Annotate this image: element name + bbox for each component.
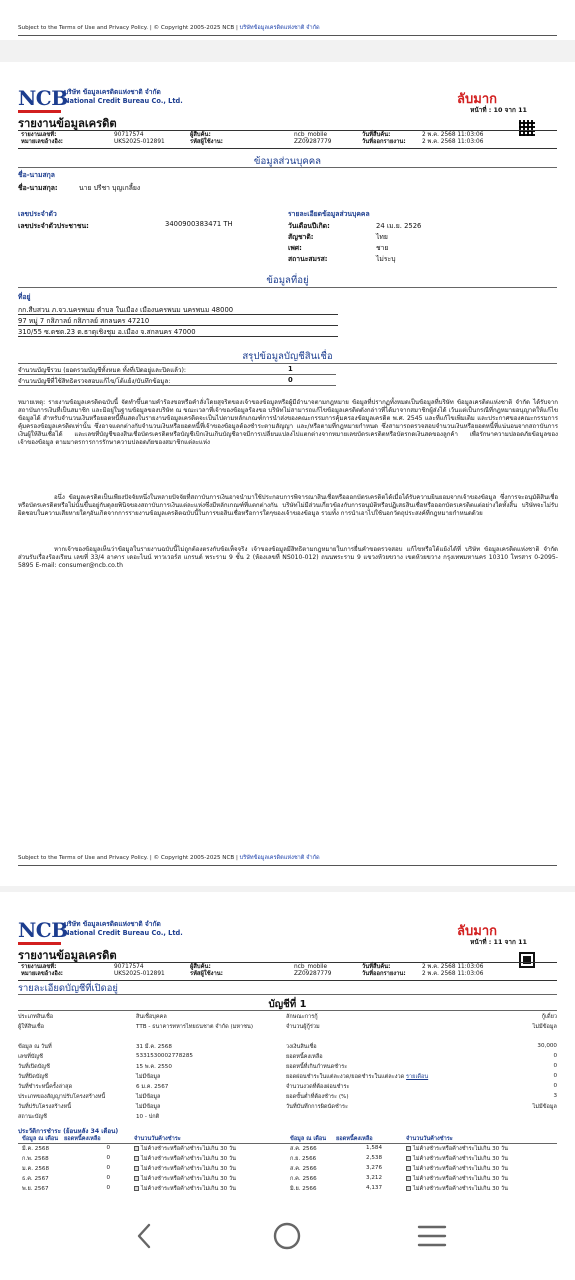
- summary-rule: [18, 363, 557, 364]
- company-name: [64, 88, 183, 106]
- account-field-value: ไม่มีข้อมูล: [532, 1024, 557, 1030]
- account-field-label: วงเงินสินเชื่อ: [286, 1044, 317, 1050]
- nation-key: สัญชาติ:: [288, 233, 314, 241]
- history-header: ยอดหนี้คงเหลือ: [336, 1136, 373, 1142]
- status-checkbox-icon: [406, 1156, 411, 1161]
- history-balance: 0: [106, 1155, 110, 1161]
- account-field-label: จำนวนผู้กู้ร่วม: [286, 1024, 320, 1030]
- company-name-en: National Credit Bureau Co., Ltd.: [64, 929, 183, 937]
- account-field-value: 3: [553, 1093, 557, 1099]
- company-name-th: บริษัท ข้อมูลเครดิตแห่งชาติ จำกัด: [64, 920, 161, 928]
- status-checkbox-icon: [134, 1166, 139, 1171]
- status-checkbox-icon: [406, 1176, 411, 1181]
- confidential-label: ลับมาก: [457, 924, 497, 939]
- account-field-label: วันที่ชำระหนี้ครั้งล่าสุด: [18, 1084, 73, 1090]
- account-field-label: ยอดหนี้ที่เกินกำหนดชำระ: [286, 1064, 348, 1070]
- account-field-label: วันที่ปิดบัญชี: [18, 1074, 48, 1080]
- account-title: บัญชีที่ 1: [268, 999, 307, 1010]
- name-value: นาย ปรีชา บุญเกลี้ยง: [79, 184, 141, 192]
- account-field-label: ลักษณะการกู้: [286, 1014, 318, 1020]
- dob-value: 24 เม.ย. 2526: [376, 222, 422, 230]
- account-field-label: ยอดขั้นต่ำที่ต้องชำระ (%): [286, 1094, 349, 1100]
- history-header: ยอดหนี้คงเหลือ: [64, 1136, 101, 1142]
- terms-text: Subject to the Terms of Use and Privacy Policy. | © Copyright 2005-2025 NCB |: [18, 855, 240, 861]
- summary-section-title: สรุปข้อมูลบัญชีสินเชื่อ: [242, 351, 333, 362]
- history-balance: 4,137: [365, 1185, 382, 1191]
- terms-footer: [18, 854, 320, 862]
- monthly-link[interactable]: รายเดือน: [406, 1074, 429, 1080]
- sex-key: เพศ:: [288, 244, 302, 252]
- report-meta: รายงานเลขที่: 90717574 หมายเลขอ้างอิง: UKS2025-012891 ผู้สืบค้น: ncb_mobile รหัสผู้ใช้งาน: ZZ09287779 วันที่สืบค้น: 2 พ.ค. 2568 11:03:06 วันที่ออกรายงาน: 2 พ.ค. 2568 11:03:06: [21, 964, 484, 977]
- history-month: ส.ค. 2566: [290, 1166, 317, 1172]
- address-label: ที่อยู่: [18, 293, 31, 301]
- status-checkbox-icon: [134, 1176, 139, 1181]
- confidential-label: ลับมาก: [457, 92, 497, 107]
- section-rule: [18, 994, 557, 995]
- history-rule: [18, 1143, 557, 1144]
- account-field-value: 10 - ปกติ: [136, 1114, 160, 1120]
- id-key: เลขประจำตัวประชาชน:: [18, 222, 89, 230]
- status-checkbox-icon: [406, 1186, 411, 1191]
- history-header: ข้อมูล ณ เดือน: [290, 1136, 327, 1142]
- history-status: ไม่ค้างชำระหรือค้างชำระไม่เกิน 30 วัน: [406, 1175, 508, 1183]
- dob-key: วันเดือนปีเกิด:: [288, 222, 330, 230]
- chevron-left-icon: [134, 1222, 154, 1250]
- account-field-value: ไม่มีข้อมูล: [136, 1104, 161, 1110]
- home-button[interactable]: [257, 1216, 317, 1256]
- meta-top-rule: [18, 962, 557, 963]
- account-field-label: ประเภทสินเชื่อ: [18, 1014, 54, 1020]
- report-page-10: [0, 62, 575, 872]
- summary-row-rule: [18, 374, 336, 375]
- history-month: ม.ค. 2568: [22, 1166, 49, 1172]
- summary-label: จำนวนบัญชีที่ใช้สิทธิตรวจสอบแก้ไข/โต้แย้ง/บันทึกข้อมูล:: [18, 378, 171, 385]
- system-nav-bar: [0, 1194, 575, 1280]
- history-month: พ.ย. 2567: [22, 1186, 49, 1192]
- account-field-value: ไม่มีข้อมูล: [532, 1104, 557, 1110]
- ncb-link[interactable]: บริษัทข้อมูลเครดิตแห่งชาติ จำกัด: [239, 25, 320, 31]
- terms-footer: [18, 24, 320, 32]
- history-month: มี.ค. 2568: [22, 1146, 49, 1152]
- history-balance: 0: [106, 1175, 110, 1181]
- page-number: หน้าที่ : 10 จาก 11: [470, 106, 527, 114]
- history-month: ก.ย. 2566: [290, 1156, 317, 1162]
- footer-divider: [18, 865, 557, 866]
- history-status: ไม่ค้างชำระหรือค้างชำระไม่เกิน 30 วัน: [134, 1165, 236, 1173]
- footer-strip-page10: [0, 846, 575, 886]
- history-status: ไม่ค้างชำระหรือค้างชำระไม่เกิน 30 วัน: [406, 1185, 508, 1193]
- address-row: 310/55 ซ.ดชต.23 ต.ธาตุเชิงชุม อ.เมือง จ.สกลนคร 47000: [18, 327, 338, 337]
- history-status: ไม่ค้างชำระหรือค้างชำระไม่เกิน 30 วัน: [134, 1145, 236, 1153]
- note-paragraph-3: หากเจ้าของข้อมูลเห็นว่าข้อมูลในรายงานฉบับนี้ไม่ถูกต้องตรงกับข้อเท็จจริง เจ้าของข้อมูลมีสิทธิตามกฎหมายในการยื่นคำขอตรวจสอบ แก้ไขหรือโต้แย้งได้ที่ บริษัท ข้อมูลเครดิตแห่งชาติ จำกัด ส่วนรับเรื่องร้องเรียน เลขที่ 33/4 อาคาร เดอะไนน์ ทาวเวอร์ส แกรนด์ พระราม 9 ชั้น 2 (ห้องเลขที่ NS010-012) ถนนพระราม 9 แขวงห้วยขวาง เขตห้วยขวาง กรุงเทพมหานคร 10310 โทรสาร 0-2095-5895 E-mail: consumer@ncb.co.th: [18, 546, 558, 569]
- back-button[interactable]: [114, 1216, 174, 1256]
- name-label: ชื่อ-นามสกุล: [18, 171, 55, 179]
- history-header: ข้อมูล ณ เดือน: [22, 1136, 59, 1142]
- ncb-logo: NCB: [18, 86, 68, 110]
- details-label: รายละเอียดข้อมูลส่วนบุคคล: [288, 210, 370, 218]
- account-field-label: ประเภทของสัญญาปรับโครงสร้างหนี้: [18, 1094, 106, 1100]
- meta-bottom-rule: [18, 148, 557, 149]
- company-name-en: National Credit Bureau Co., Ltd.: [64, 97, 183, 105]
- history-balance: 1,584: [365, 1145, 382, 1151]
- history-month: ก.พ. 2568: [22, 1156, 49, 1162]
- marital-value: ไม่ระบุ: [376, 255, 396, 263]
- account-rule: [18, 1010, 557, 1011]
- recents-button[interactable]: [402, 1216, 462, 1256]
- history-header: จำนวนวันค้างชำระ: [134, 1136, 181, 1142]
- address-row: 97 หมู่ 7 กสิภาลย์ กสิภาลย์ สกลนคร 47210: [18, 316, 338, 326]
- account-field-value: 5331530002778285: [136, 1053, 193, 1059]
- account-field-label: จำนวนงวดที่ต้องผ่อนชำระ: [286, 1084, 350, 1090]
- history-status: ไม่ค้างชำระหรือค้างชำระไม่เกิน 30 วัน: [134, 1185, 236, 1193]
- account-field-value: TTB - ธนาคารทหารไทยธนชาต จำกัด (มหาชน): [136, 1024, 254, 1030]
- status-checkbox-icon: [134, 1146, 139, 1151]
- report-meta: รายงานเลขที่: 90717574 หมายเลขอ้างอิง: UKS2025-012891 ผู้สืบค้น: ncb_mobile รหัสผู้ใช้งาน: ZZ09287779 วันที่สืบค้น: 2 พ.ค. 2568 11:03:06 วันที่ออกรายงาน: 2 พ.ค. 2568 11:03:06: [21, 132, 484, 145]
- ncb-link[interactable]: บริษัทข้อมูลเครดิตแห่งชาติ จำกัด: [239, 855, 320, 861]
- status-checkbox-icon: [406, 1166, 411, 1171]
- status-checkbox-icon: [134, 1156, 139, 1161]
- open-accounts-title: รายละเอียดบัญชีที่เปิดอยู่: [18, 983, 118, 994]
- history-status: ไม่ค้างชำระหรือค้างชำระไม่เกิน 30 วัน: [406, 1165, 508, 1173]
- terms-text: Subject to the Terms of Use and Privacy Policy. | © Copyright 2005-2025 NCB |: [18, 25, 240, 31]
- account-field-label: ยอดผ่อนชำระในแต่ละงวด/ยอดชำระในแต่ละงวด รายเดือน: [286, 1074, 429, 1080]
- address-section-title: ข้อมูลที่อยู่: [266, 275, 309, 286]
- status-checkbox-icon: [406, 1146, 411, 1151]
- menu-lines-icon: [417, 1224, 447, 1248]
- history-balance: 0: [106, 1145, 110, 1151]
- history-balance: 0: [106, 1185, 110, 1191]
- history-month: ธ.ค. 2567: [22, 1176, 49, 1182]
- report-title: รายงานข้อมูลเครดิต: [18, 949, 117, 962]
- history-month: มิ.ย. 2566: [290, 1186, 317, 1192]
- footer-divider: [18, 35, 557, 36]
- account-field-value: 0: [553, 1063, 557, 1069]
- section-rule: [18, 167, 557, 168]
- id-label: เลขประจำตัว: [18, 210, 57, 218]
- meta-top-rule: [18, 130, 557, 131]
- account-field-label: ผู้ให้สินเชื่อ: [18, 1024, 45, 1030]
- history-month: ส.ค. 2566: [290, 1146, 317, 1152]
- address-row: กก.สืบสวน ภ.จว.นครพนม ตำบล ในเมือง เมืองนครพนม นครพนม 48000: [18, 305, 338, 315]
- footer-strip-top: [0, 0, 575, 40]
- account-field-label: ยอดหนี้คงเหลือ: [286, 1054, 323, 1060]
- account-field-value: 15 พ.ค. 2550: [136, 1064, 172, 1070]
- status-checkbox-icon: [134, 1186, 139, 1191]
- account-field-value: 31 มี.ค. 2568: [136, 1044, 172, 1050]
- account-field-label: วันที่บันทึกการผิดนัดชำระ: [286, 1104, 348, 1110]
- summary-value: 1: [288, 365, 293, 373]
- account-field-value: ไม่มีข้อมูล: [136, 1094, 161, 1100]
- account-field-label: วันที่เปิดบัญชี: [18, 1064, 50, 1070]
- address-rule: [18, 287, 557, 288]
- personal-section-title: ข้อมูลส่วนบุคคล: [253, 156, 322, 167]
- id-value: 3400900383471 TH: [165, 220, 233, 228]
- history-status: ไม่ค้างชำระหรือค้างชำระไม่เกิน 30 วัน: [406, 1145, 508, 1153]
- ncb-logo: NCB: [18, 918, 68, 942]
- account-field-value: 0: [553, 1083, 557, 1089]
- history-status: ไม่ค้างชำระหรือค้างชำระไม่เกิน 30 วัน: [134, 1155, 236, 1163]
- report-page-11: [0, 892, 575, 1194]
- history-balance: 3,276: [365, 1165, 382, 1171]
- account-field-label: เลขที่บัญชี: [18, 1054, 43, 1060]
- company-name-th: บริษัท ข้อมูลเครดิตแห่งชาติ จำกัด: [64, 88, 161, 96]
- history-status: ไม่ค้างชำระหรือค้างชำระไม่เกิน 30 วัน: [134, 1175, 236, 1183]
- account-field-value: กู้เดี่ยว: [541, 1014, 557, 1020]
- summary-label: จำนวนบัญชีรวม (ยอดรวมบัญชีทั้งหมด ทั้งที่เปิดอยู่และปิดแล้ว):: [18, 367, 186, 374]
- marital-key: สถานะสมรส:: [288, 255, 328, 263]
- account-field-value: 0: [553, 1073, 557, 1079]
- report-title: รายงานข้อมูลเครดิต: [18, 117, 117, 130]
- circle-home-icon: [272, 1221, 302, 1251]
- account-field-value: 30,000: [537, 1043, 557, 1049]
- account-field-label: วันที่ปรับโครงสร้างหนี้: [18, 1104, 72, 1110]
- page-number: หน้าที่ : 11 จาก 11: [470, 938, 527, 946]
- account-field-label: ข้อมูล ณ วันที่: [18, 1044, 52, 1050]
- history-header: จำนวนวันค้างชำระ: [406, 1136, 453, 1142]
- sex-value: ชาย: [376, 244, 389, 252]
- history-month: ก.ค. 2566: [290, 1176, 317, 1182]
- account-field-value: สินเชื่อบุคคล: [136, 1014, 167, 1020]
- account-field-value: ไม่มีข้อมูล: [136, 1074, 161, 1080]
- history-balance: 3,212: [365, 1175, 382, 1181]
- summary-value: 0: [288, 376, 293, 384]
- nation-value: ไทย: [376, 233, 388, 241]
- account-field-value: 6 ม.ค. 2567: [136, 1084, 169, 1090]
- account-field-value: 0: [553, 1053, 557, 1059]
- history-balance: 0: [106, 1165, 110, 1171]
- note-paragraph-1: หมายเหตุ: รายงานข้อมูลเครดิตฉบับนี้ จัดทำขึ้นตามคำร้องขอหรือคำสั่งโดยสุจริตของเจ้าของข้อมูลหรือผู้มีอำนาจตามกฎหมาย ข้อมูลที่ปรากฏทั้งหมดเป็นข้อมูลที่บริษัท ข้อมูลเครดิตแห่งชาติ จำกัด ได้รับจากสถาบันการเงินที่เป็นสมาชิก และมิอยู่ในฐานข้อมูลของบริษัท ณ ขณะเวลาที่เจ้าของข้อมูลร้องขอ บริษัทไม่สามารถแก้ไขข้อมูลเครดิตดังกล่าวที่ได้มาจากสมาชิกผู้ส่งได้ เว้นแต่เป็นกรณีที่กฎหมายอนุญาตให้แก้ไขข้อมูลได้ สำหรับจำนวนเงินหรือยอดหนี้ที่แสดงในรายงานข้อมูลเครดิตจะเป็นไปตามหลักเกณฑ์การนำส่งของคณะกรรมการคุ้มครองข้อมูลเครดิต พ.ศ. 2545 และที่แก้ไขเพิ่มเติม และประกาศของคณะกรรมการคุ้มครองข้อมูลเครดิตเท่านั้น ซึ่งอาจแตกต่างกับจำนวนเงินหรือยอดหนี้ที่เจ้าของข้อมูลต้องชำระตามสัญญา และ/หรือตามที่กฎหมายกำหนด ซึ่งสามารถตรวจสอบจำนวนเงินหรือยอดหนี้ที่แน่นอนจากสถาบันการเงินผู้ให้สินเชื่อได้ และเลขที่บัญชีของสินเชื่อบัตรเครดิตหรือบัญชีเบิกเงินเกินบัญชีอาจมีการเปลี่ยนแปลงไปแตกต่างจากหมายเลขบัตรเครดิตหรือบัตรกดเงินสดของลูกค้า เพื่อรักษาความปลอดภัยข้อมูลของเจ้าของข้อมูล ตามมาตรการการรักษาความปลอดภัยของสมาชิกแต่ละแห่ง: [18, 399, 558, 446]
- name-key: ชื่อ-นามสกุล:: [18, 184, 58, 192]
- history-status: ไม่ค้างชำระหรือค้างชำระไม่เกิน 30 วัน: [406, 1155, 508, 1163]
- note-paragraph-2: อนึ่ง ข้อมูลเครดิตเป็นเพียงปัจจัยหนึ่งในหลายปัจจัยที่สถาบันการเงินอาจนำมาใช้ประกอบการพิจารณาสินเชื่อหรือออกบัตรเครดิตได้เมื่อได้รับความยินยอมจากเจ้าของข้อมูล ซึ่งการจะอนุมัติสินเชื่อหรือบัตรเครดิตหรือไม่นั้นขึ้นอยู่กับดุลยพินิจของสถาบันการเงินแต่ละแห่งซึ่งมีหลักเกณฑ์ที่แตกต่างกัน บริษัทไม่มีส่วนเกี่ยวข้องกับการอนุมัติหรือปฏิเสธสินเชื่อหรือออกบัตรเครดิตแต่อย่างใดทั้งสิ้น บริษัทจะไม่รับผิดชอบในความเสียหายใดๆอันเกิดจากการรายงานข้อมูลเครดิตฉบับนี้ในการขอสินเชื่อหรือการใดๆของเจ้าของข้อมูล รวมทั้ง การนำเอาไปใช้นอกวัตถุประสงค์ที่กฎหมายกำหนดด้วย: [18, 494, 558, 517]
- summary-row-rule: [18, 385, 336, 386]
- history-balance: 2,538: [365, 1155, 382, 1161]
- payment-history-title: ประวัติการชำระ (ย้อนหลัง 34 เดือน): [18, 1128, 119, 1135]
- company-name: [64, 920, 183, 938]
- account-field-label: สถานะบัญชี: [18, 1114, 47, 1120]
